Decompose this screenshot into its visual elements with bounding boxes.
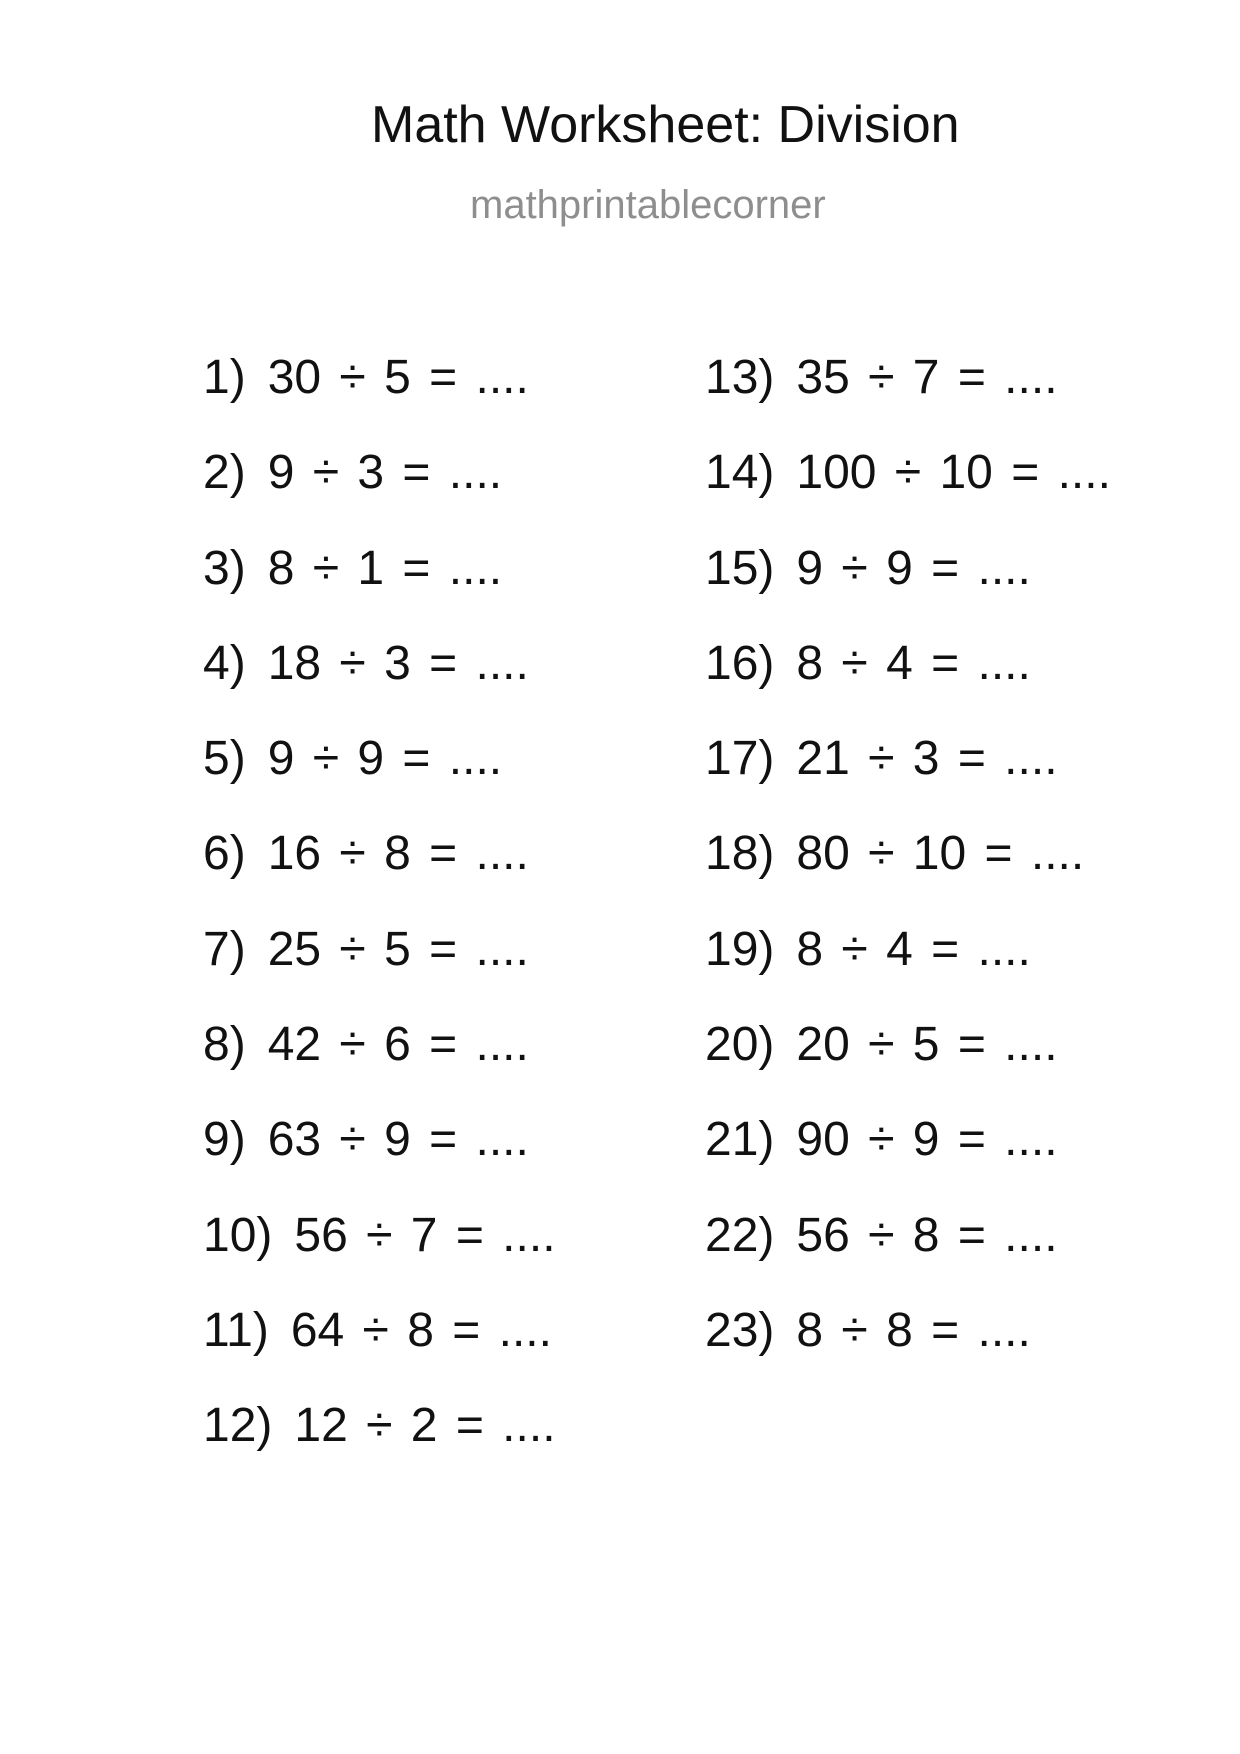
problem-number: 9) — [203, 1113, 246, 1167]
problem-number: 10) — [203, 1208, 273, 1262]
problem-row — [203, 711, 556, 806]
problem-row — [705, 330, 1111, 425]
problem-row — [203, 1283, 556, 1378]
problem-number: 3) — [203, 541, 246, 595]
problem-row — [705, 1188, 1111, 1283]
problem-expression: 8 ÷ 8 = .... — [796, 1303, 1031, 1357]
problem-number: 22) — [705, 1208, 775, 1262]
problem-expression: 16 ÷ 8 = .... — [267, 827, 529, 881]
problem-number: 7) — [203, 922, 246, 976]
problem-row — [203, 330, 556, 425]
problem-expression: 25 ÷ 5 = .... — [267, 922, 529, 976]
problem-number: 2) — [203, 446, 246, 500]
problem-expression: 9 ÷ 9 = .... — [267, 732, 503, 786]
problem-number: 8) — [203, 1018, 246, 1072]
problem-row — [203, 616, 556, 711]
problem-expression: 20 ÷ 5 = .... — [796, 1018, 1058, 1072]
problems-column-left — [203, 330, 556, 1474]
problem-expression: 90 ÷ 9 = .... — [796, 1113, 1058, 1167]
site-watermark: mathprintablecorner — [470, 183, 826, 227]
problem-expression: 63 ÷ 9 = .... — [267, 1113, 529, 1167]
problem-number: 23) — [705, 1303, 775, 1357]
problem-row — [203, 902, 556, 997]
problem-expression: 8 ÷ 4 = .... — [796, 636, 1031, 690]
problem-expression: 64 ÷ 8 = .... — [290, 1303, 552, 1357]
problem-expression: 56 ÷ 7 = .... — [294, 1208, 556, 1262]
problem-number: 19) — [705, 922, 775, 976]
problem-row — [705, 521, 1111, 616]
problem-number: 14) — [705, 446, 775, 500]
problem-row — [203, 521, 556, 616]
problem-number: 20) — [705, 1018, 775, 1072]
problem-row — [203, 997, 556, 1092]
problem-number: 18) — [705, 827, 775, 881]
problem-row — [705, 425, 1111, 520]
problem-number: 13) — [705, 351, 775, 404]
problem-number: 11) — [203, 1303, 269, 1357]
problem-number: 21) — [705, 1113, 775, 1167]
problem-expression: 35 ÷ 7 = .... — [796, 351, 1058, 404]
problem-expression: 30 ÷ 5 = .... — [267, 351, 529, 404]
problem-expression: 9 ÷ 9 = .... — [796, 541, 1031, 595]
problem-row — [203, 1092, 556, 1187]
problem-row — [203, 806, 556, 901]
problem-expression: 9 ÷ 3 = .... — [267, 446, 503, 500]
problem-number: 15) — [705, 541, 775, 595]
problem-expression: 100 ÷ 10 = .... — [796, 446, 1111, 500]
problem-number: 4) — [203, 636, 246, 690]
problem-number: 16) — [705, 636, 775, 690]
problem-row — [203, 1188, 556, 1283]
problem-expression: 80 ÷ 10 = .... — [796, 827, 1085, 881]
problem-expression: 42 ÷ 6 = .... — [267, 1018, 529, 1072]
problem-expression: 8 ÷ 1 = .... — [267, 541, 503, 595]
problem-expression: 8 ÷ 4 = .... — [796, 922, 1031, 976]
problem-row — [705, 616, 1111, 711]
problem-expression: 56 ÷ 8 = .... — [796, 1208, 1058, 1262]
problem-number: 5) — [203, 732, 246, 786]
problem-row — [203, 1378, 556, 1473]
problem-row — [705, 902, 1111, 997]
problem-number: 6) — [203, 827, 246, 881]
problem-expression: 21 ÷ 3 = .... — [796, 732, 1058, 786]
problem-row — [705, 1283, 1111, 1378]
problem-expression: 12 ÷ 2 = .... — [294, 1399, 556, 1453]
problem-number: 17) — [705, 732, 775, 786]
problem-expression: 18 ÷ 3 = .... — [267, 636, 529, 690]
problem-row — [705, 806, 1111, 901]
page-title: Math Worksheet: Division — [371, 96, 960, 154]
problem-row — [705, 997, 1111, 1092]
problem-number: 12) — [203, 1399, 273, 1453]
problem-row — [705, 1092, 1111, 1187]
problem-number: 1) — [203, 351, 246, 404]
problems-column-right — [705, 330, 1111, 1378]
problem-row — [203, 425, 556, 520]
problem-row — [705, 711, 1111, 806]
